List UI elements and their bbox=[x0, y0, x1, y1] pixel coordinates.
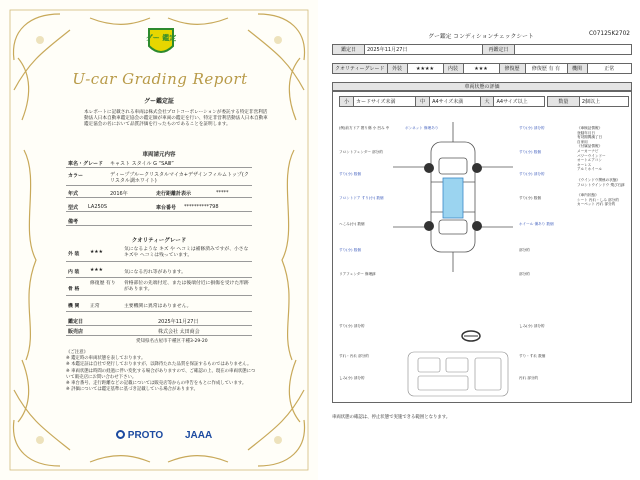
size-large-label: 大 bbox=[480, 97, 494, 107]
grade-row-interior bbox=[66, 264, 252, 278]
repair-value: 修復歴 有 有 bbox=[525, 64, 567, 74]
note-item: ※ 車台番号、走行距離などの記載については販売店等からの申告をもとに作成しています。 bbox=[66, 381, 247, 387]
vin-label: 車台番号 bbox=[156, 205, 177, 211]
quality-label: クオリティーグレード bbox=[333, 64, 388, 74]
quality-section-title: クオリティーグレード bbox=[131, 238, 187, 244]
size-small-desc: カードサイズ未満 bbox=[353, 97, 415, 107]
sheet-code: C07125K2702 bbox=[588, 31, 630, 37]
part-note: ヘこみ(小) 数個 bbox=[339, 222, 365, 226]
condition-title: 車両状態の評価 bbox=[332, 82, 632, 91]
engine-label: 機関 bbox=[567, 64, 587, 74]
remarks-row bbox=[66, 216, 252, 226]
part-note: ホイール 傷あり 数個 bbox=[519, 222, 554, 226]
size-medium-label: 中 bbox=[416, 97, 430, 107]
vehicle-color-value: ディープブルークリスタルマイカ+デザインフィルムトップ(クリスタル調ホワイト) bbox=[110, 172, 249, 184]
equipment-item: 《ウインドウ関係の状態》 bbox=[577, 177, 621, 182]
part-note: すり(小) 数個 bbox=[519, 150, 541, 154]
part-note: 部分的 bbox=[519, 248, 530, 252]
vehicle-section-title: 車両請元内容 bbox=[142, 152, 176, 158]
svg-text:グー 鑑定: グー 鑑定 bbox=[146, 34, 176, 42]
part-note: すり(小) 数個 bbox=[339, 248, 361, 252]
equipment-info bbox=[577, 126, 625, 207]
part-note: すり(小) 部分的 bbox=[339, 324, 365, 328]
grade-label: 外 装 bbox=[68, 252, 80, 257]
remarks-label: 備考 bbox=[68, 219, 79, 225]
note-item: ※ 車両状態は時間の経過に伴い変化する場合がありますので、ご確認の上、現在の車両状態について販売店にお問い合わせ下さい。 bbox=[66, 368, 256, 380]
vehicle-model-row bbox=[66, 202, 252, 212]
exterior-value: ★★★★ bbox=[407, 64, 443, 74]
car-top-diagram bbox=[393, 122, 513, 272]
dealer-address: 愛知県名古屋市千種区千種3-29-20 bbox=[136, 339, 208, 344]
equipment-item: アルミホイール bbox=[577, 167, 602, 172]
sheet-title: グー鑑定 コンディションチェックシート bbox=[428, 34, 534, 40]
goo-kantei-badge-icon bbox=[146, 26, 176, 58]
quantity-value: 2個以上 bbox=[579, 97, 628, 107]
quality-table bbox=[332, 63, 632, 74]
recheck-label: 再鑑定日 bbox=[483, 45, 515, 55]
equipment-item: 登録年月日 bbox=[577, 130, 595, 135]
interior-note: しみ(小) 部分的 bbox=[339, 376, 365, 380]
dealer-value: 株式会社 太田商会 bbox=[158, 329, 200, 335]
vehicle-year-row bbox=[66, 188, 252, 198]
equipment-item: カーペット 汚れ 部分的 bbox=[577, 202, 616, 207]
vehicle-year-label: 年式 bbox=[68, 191, 79, 197]
appraisal-date-row bbox=[66, 316, 252, 326]
vehicle-color-row bbox=[66, 170, 252, 186]
address-row bbox=[66, 336, 252, 346]
size-large-desc: A4サイズ以上 bbox=[494, 97, 545, 107]
jaaa-logo bbox=[185, 430, 212, 441]
exterior-label: 外装 bbox=[387, 64, 407, 74]
grade-stars: 正常 bbox=[90, 304, 100, 309]
vehicle-model-value: LA250S bbox=[88, 204, 108, 210]
interior-label: 内装 bbox=[443, 64, 463, 74]
part-note: フロントフェンダー 部分的 bbox=[339, 150, 383, 154]
quantity-legend-table bbox=[547, 96, 629, 107]
part-note: すり(小) 部分的 bbox=[519, 172, 545, 176]
equipment-item: 自家用 bbox=[577, 139, 588, 144]
equipment-item: オートエアコン bbox=[577, 158, 602, 163]
equipment-item: 《付属品情報》 bbox=[577, 144, 603, 149]
dealer-row bbox=[66, 326, 252, 336]
equipment-title: 《車検証情報》 bbox=[577, 126, 603, 130]
certificate-title: U-car Grading Report bbox=[72, 70, 248, 88]
condition-box bbox=[332, 91, 632, 403]
grade-note: 骨格部位の先端付近、または後端付近に損傷を受けた形跡があります。 bbox=[124, 281, 249, 292]
vehicle-name-value: キャスト スタイル G “SAⅢ” bbox=[110, 161, 174, 167]
interior-note: 汚れ 部分的 bbox=[519, 376, 539, 380]
equipment-item: パワーウインドー bbox=[577, 153, 606, 158]
grade-note: 気になる汚れ等があります。 bbox=[124, 270, 186, 275]
grade-stars: ★★★ bbox=[90, 268, 103, 273]
equipment-item: 《車内状態》 bbox=[577, 193, 599, 198]
vehicle-name-label: 車名・グレード bbox=[68, 161, 104, 167]
condition-check-sheet bbox=[322, 0, 640, 480]
steering-wheel-icon bbox=[461, 330, 481, 342]
certificate-subtitle: グー鑑定証 bbox=[143, 98, 174, 105]
part-note: すり(小) 数個 bbox=[339, 172, 361, 176]
equipment-item: フロントウインドウ 飛び石跡 bbox=[577, 182, 625, 187]
part-note: すり(小) 部分的 bbox=[519, 126, 545, 130]
proto-logo-icon bbox=[116, 430, 125, 439]
car-interior-diagram bbox=[403, 348, 513, 400]
grade-label: 骨 格 bbox=[68, 287, 80, 292]
date-table bbox=[332, 44, 632, 55]
proto-logo bbox=[116, 430, 163, 441]
engine-value: 正常 bbox=[587, 64, 631, 74]
date-value: 2025年11月27日 bbox=[365, 45, 483, 55]
size-small-label: 小 bbox=[340, 97, 354, 107]
grade-row-exterior bbox=[66, 246, 252, 262]
recheck-value bbox=[515, 45, 632, 55]
grade-stars: ★★★ bbox=[90, 250, 103, 255]
vehicle-name-row bbox=[66, 158, 252, 168]
grade-stars: 修復歴 有り bbox=[90, 281, 116, 286]
size-legend-table bbox=[339, 96, 545, 107]
date-label: 鑑定日 bbox=[333, 45, 365, 55]
equipment-item: メーカーナビ bbox=[577, 148, 599, 153]
interior-note: すり・すれ 数個 bbox=[519, 354, 546, 358]
vehicle-year-value: 2016年 bbox=[110, 191, 128, 197]
note-item: ※ 本鑑定証は自社で発行しておりますが、以降待たれた品質を保証するものではありません。 bbox=[66, 362, 252, 368]
grade-note: 主要機関に異常はありません。 bbox=[124, 304, 192, 309]
repair-label: 修復歴 bbox=[499, 64, 525, 74]
part-note: フロントドア すり(小) 数個 bbox=[339, 196, 384, 200]
certificate-intro: 本レポートに記載される車両は株式会社プロトコーポレーションが委託する特定非営利活動法人日本自動車鑑定協会の鑑定師が車両の鑑定を行い、特定非営利活動法人日本自動車鑑定協会の名において品質評価を行ったものであることを証明します。 bbox=[84, 110, 268, 127]
sheet-footer: 車両状態の確認は、停止状態で実施できる範囲となります。 bbox=[332, 415, 451, 420]
date-value: 2025年11月27日 bbox=[158, 319, 199, 325]
part-note: (例)前方ドア 擦り傷 小 凹み 中 bbox=[339, 126, 390, 130]
jaaa-logo-text: JAAA bbox=[185, 430, 213, 441]
part-note: リアフェンダー 修理跡 bbox=[339, 272, 376, 276]
part-note: すり(小) 数個 bbox=[519, 196, 541, 200]
part-note: 部分的 bbox=[519, 272, 530, 276]
interior-note: すれ・汚れ 部分的 bbox=[339, 354, 369, 358]
notes-title: 《ご注意》 bbox=[66, 350, 88, 355]
grading-certificate bbox=[0, 0, 318, 480]
grade-row-frame bbox=[66, 280, 252, 296]
note-item: ※ 鑑定時の車両状態を表しております。 bbox=[66, 356, 146, 362]
vehicle-model-label: 型式 bbox=[68, 205, 79, 211]
mileage-label: 走行距離計表示 bbox=[156, 191, 192, 197]
equipment-item: キーレス bbox=[577, 162, 592, 167]
notes-block bbox=[66, 350, 256, 393]
date-label: 鑑定日 bbox=[68, 319, 84, 325]
grade-label: 内 装 bbox=[68, 270, 80, 275]
grade-note: 気になるような キズ や ヘコミは補修済みですが、小さなキズや ヘコミは残っています。 bbox=[124, 247, 249, 258]
size-medium-desc: A4サイズ未満 bbox=[430, 97, 480, 107]
proto-logo-text: PROTO bbox=[127, 430, 164, 441]
interior-value: ★★★ bbox=[463, 64, 499, 74]
dealer-label: 販売店 bbox=[68, 329, 84, 335]
equipment-item: 有効期間満了日 bbox=[577, 135, 603, 140]
mileage-value: ***** bbox=[216, 190, 229, 196]
vin-value: **********798 bbox=[184, 204, 219, 210]
grade-label: 機 関 bbox=[68, 304, 80, 309]
quantity-label: 数量 bbox=[548, 97, 580, 107]
part-note: しみ(小) 部分的 bbox=[519, 324, 545, 328]
vehicle-color-label: カラー bbox=[68, 173, 84, 179]
equipment-item: シート 汚れ・しみ 部分的 bbox=[577, 197, 619, 202]
note-item: ※ 評価については鑑定基準に基づき記載している場合があります。 bbox=[66, 387, 198, 393]
grade-row-engine bbox=[66, 298, 252, 312]
part-note: ボンネット 修理あり bbox=[405, 126, 439, 130]
